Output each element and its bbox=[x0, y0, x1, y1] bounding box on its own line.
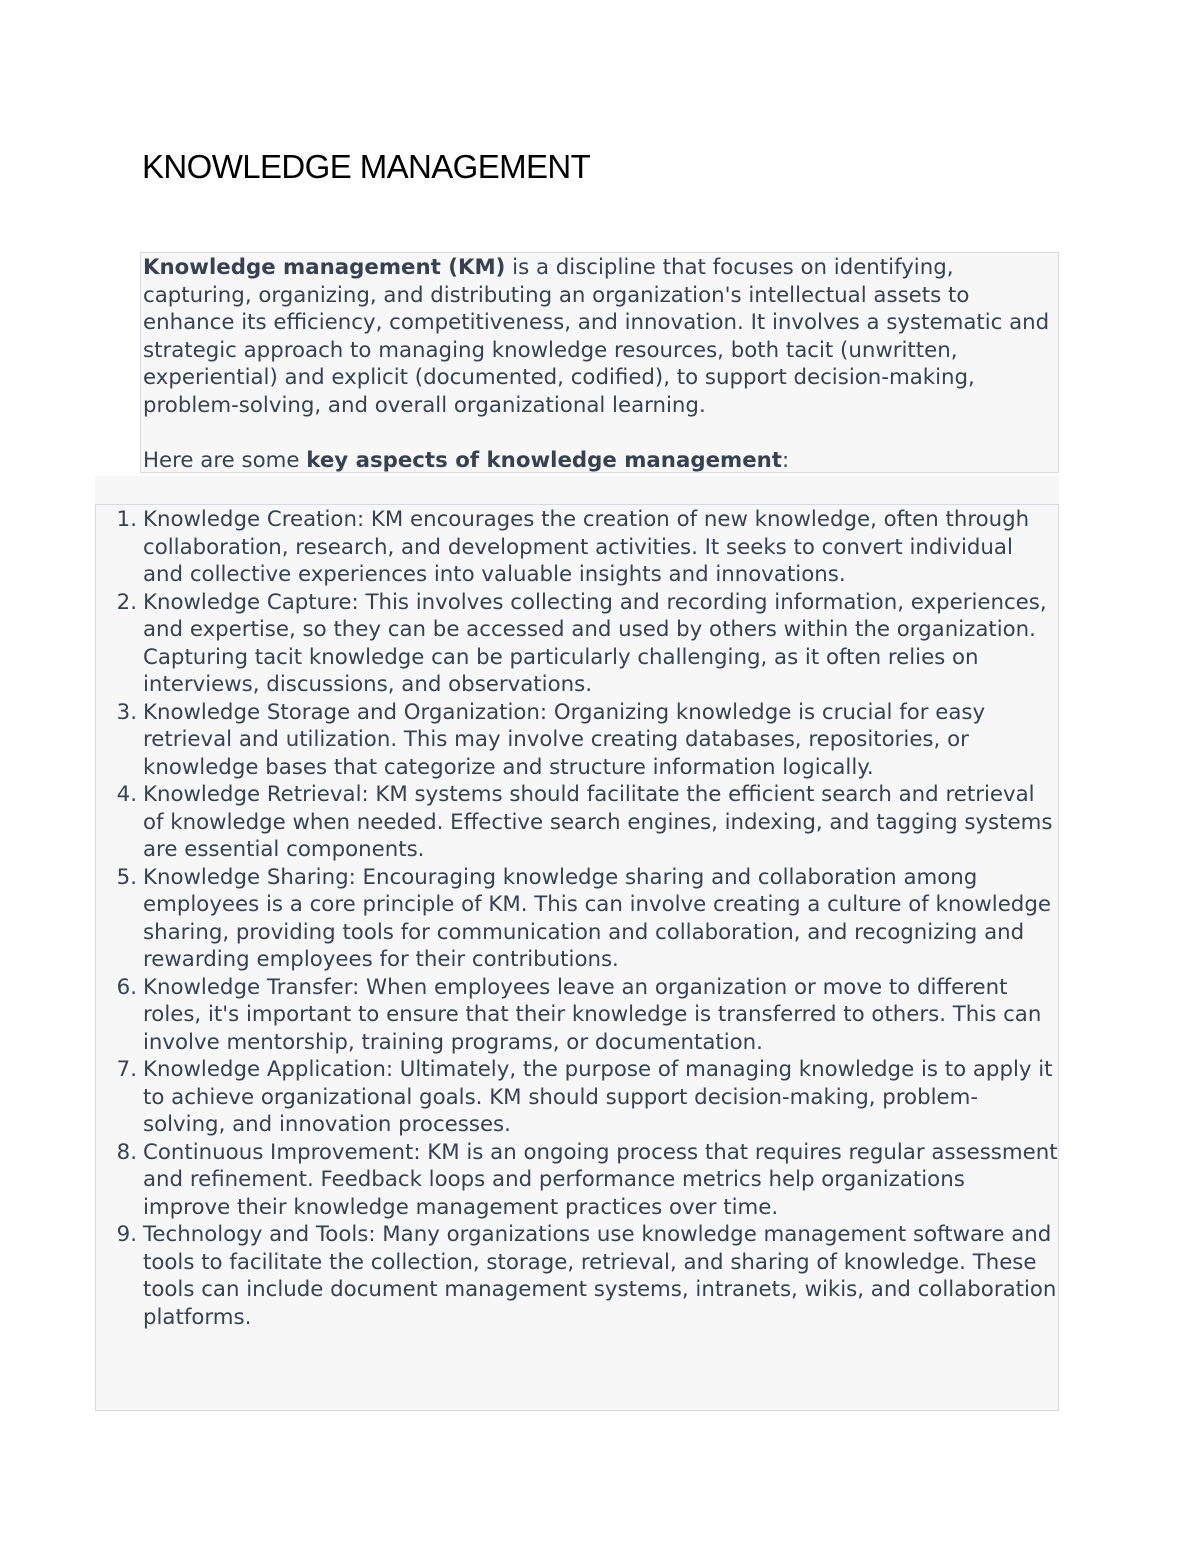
block-gap bbox=[95, 476, 1059, 504]
intro-block bbox=[140, 252, 1059, 473]
list-item bbox=[116, 974, 1058, 1057]
list-item bbox=[116, 589, 1058, 699]
aspects-prefix: Here are some bbox=[143, 447, 307, 473]
aspects-list-block bbox=[95, 504, 1059, 1411]
list-item-number: 7. bbox=[116, 1057, 137, 1082]
aspects-suffix: : bbox=[782, 447, 790, 473]
list-item-number: 9. bbox=[116, 1222, 137, 1247]
intro-term: Knowledge management (KM) bbox=[143, 255, 506, 280]
list-item-number: 1. bbox=[116, 507, 137, 532]
aspects-list bbox=[96, 505, 1058, 1331]
list-item-number: 4. bbox=[116, 782, 137, 807]
list-item bbox=[116, 1139, 1058, 1222]
list-item bbox=[116, 699, 1058, 782]
list-item-number: 6. bbox=[116, 974, 137, 1000]
list-item-text: Technology and Tools: Many organizations use knowledge management software and tools to facilitate the collection, storage, retrieval, and sharing of knowledge. These tools can include document management systems, intranets, wikis, and collaboration platforms. bbox=[143, 1222, 1057, 1330]
document-title: KNOWLEDGE MANAGEMENT bbox=[142, 148, 591, 185]
list-item-number: 3. bbox=[116, 699, 137, 725]
list-item bbox=[116, 1221, 1058, 1331]
intro-definition: is a discipline that focuses on identifying, capturing, organizing, and distributing an organization's intellectual assets to enhance its efficiency, competitiveness, and innovation. It involves a systematic and strategic approach to managing knowledge resources, both tacit (unwritten, experiential) and explicit (documented, codified), to support decision-making, problem-solving, and overall organizational learning. bbox=[143, 255, 1050, 418]
list-item-number: 2. bbox=[116, 589, 137, 615]
list-item bbox=[116, 506, 1058, 589]
list-item-text: Continuous Improvement: KM is an ongoing process that requires regular assessment and refinement. Feedback loops and performance metrics help organizations improve their knowledge management practices over time. bbox=[143, 1139, 1058, 1220]
list-item-text: Knowledge Storage and Organization: Organizing knowledge is crucial for easy retrieval and utilization. This may involve creating databases, repositories, or knowledge bases that categorize and structure information logically. bbox=[143, 699, 986, 780]
intro-paragraph bbox=[143, 253, 1058, 419]
aspects-intro bbox=[143, 447, 1058, 475]
list-item-number: 5. bbox=[116, 864, 137, 890]
list-item-number: 8. bbox=[116, 1139, 137, 1165]
list-item-text: Knowledge Capture: This involves collecting and recording information, experiences, and expertise, so they can be accessed and used by others within the organization. Capturing tacit knowledge can be particularly challenging, as it often relies on interviews, discussions, and observations. bbox=[143, 589, 1047, 697]
list-item-text: Knowledge Retrieval: KM systems should facilitate the efficient search and retrieval of knowledge when needed. Effective search engines, indexing, and tagging systems are essential components. bbox=[143, 782, 1053, 862]
list-item-text: Knowledge Creation: KM encourages the creation of new knowledge, often through collaboration, research, and development activities. It seeks to convert individual and collective experiences into valuable insights and innovations. bbox=[143, 507, 1030, 587]
list-item-text: Knowledge Sharing: Encouraging knowledge sharing and collaboration among employees is a core principle of KM. This can involve creating a culture of knowledge sharing, providing tools for communication and collaboration, and recognizing and rewarding employees for their contributions. bbox=[143, 864, 1051, 972]
list-item bbox=[116, 864, 1058, 974]
list-item-text: Knowledge Transfer: When employees leave an organization or move to different roles, it's important to ensure that their knowledge is transferred to others. This can involve mentorship, training programs, or documentation. bbox=[143, 974, 1042, 1055]
list-item-text: Knowledge Application: Ultimately, the purpose of managing knowledge is to apply it to achieve organizational goals. KM should support decision-making, problem-solving, and innovation processes. bbox=[143, 1057, 1053, 1137]
list-item bbox=[116, 781, 1058, 864]
list-item bbox=[116, 1056, 1058, 1139]
aspects-bold: key aspects of knowledge management bbox=[306, 447, 782, 473]
